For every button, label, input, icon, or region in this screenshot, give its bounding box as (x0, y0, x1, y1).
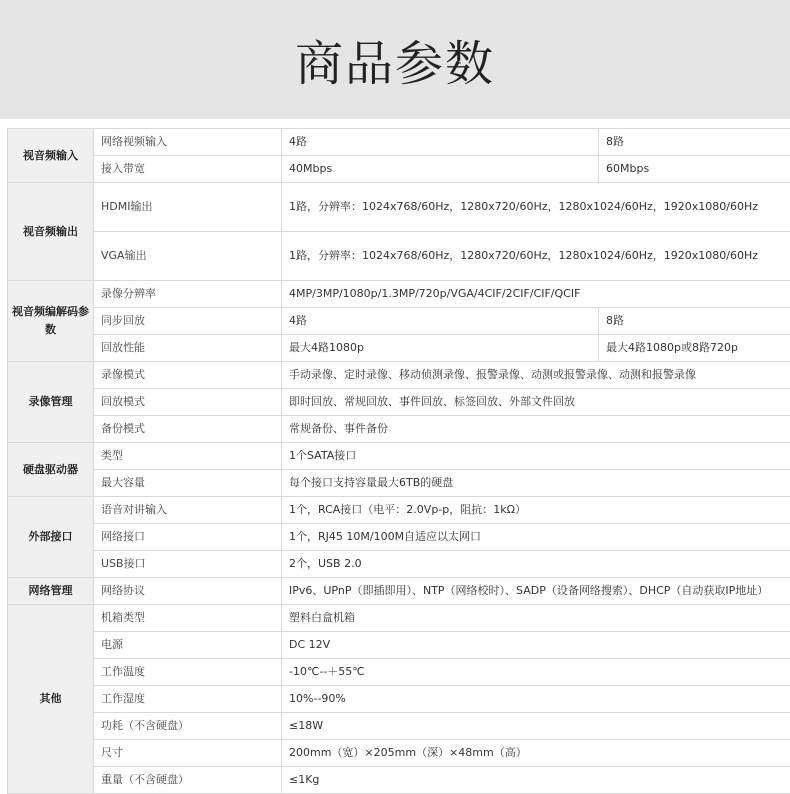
spec-row (8, 308, 790, 335)
category-label: 其他 (8, 605, 94, 794)
spec-name: 工作湿度 (94, 686, 282, 713)
spec-value-8ch: 8路 (599, 308, 790, 335)
spec-name: 机箱类型 (94, 605, 282, 632)
spec-value: 1路，分辨率：1024x768/60Hz，1280x720/60Hz，1280x1024/60Hz，1920x1080/60Hz (282, 232, 790, 281)
spec-value-8ch: 8路 (599, 129, 790, 156)
spec-value: 1路，分辨率：1024x768/60Hz，1280x720/60Hz，1280x1024/60Hz，1920x1080/60Hz (282, 183, 790, 232)
spec-value-4ch: 4路 (282, 129, 599, 156)
spec-name: 同步回放 (94, 308, 282, 335)
spec-name: 录像分辨率 (94, 281, 282, 308)
category-label: 视音频输出 (8, 183, 94, 281)
spec-name: 电源 (94, 632, 282, 659)
spec-value-4ch: 40Mbps (282, 156, 599, 183)
spec-name: 功耗（不含硬盘） (94, 713, 282, 740)
spec-table-body (8, 129, 790, 794)
spec-name: 网络视频输入 (94, 129, 282, 156)
spec-name: 类型 (94, 443, 282, 470)
spec-name: VGA输出 (94, 232, 282, 281)
spec-value-8ch: 最大4路1080p或8路720p (599, 335, 790, 362)
spec-value: 200mm（宽）×205mm（深）×48mm（高） (282, 740, 790, 767)
spec-name: 重量（不含硬盘） (94, 767, 282, 794)
spec-name: 录像模式 (94, 362, 282, 389)
spec-value-4ch: 最大4路1080p (282, 335, 599, 362)
spec-value: 1个SATA接口 (282, 443, 790, 470)
spec-name: 工作温度 (94, 659, 282, 686)
spec-row (8, 632, 790, 659)
spec-value: 即时回放、常规回放、事件回放、标签回放、外部文件回放 (282, 389, 790, 416)
spec-row (8, 362, 790, 389)
spec-name: USB接口 (94, 551, 282, 578)
spec-value: DC 12V (282, 632, 790, 659)
spec-value: 1个，RCA接口（电平：2.0Vp-p，阻抗：1kΩ） (282, 497, 790, 524)
spec-value: ≤1Kg (282, 767, 790, 794)
spec-row (8, 605, 790, 632)
spec-row (8, 129, 790, 156)
spec-row (8, 578, 790, 605)
spacer (0, 119, 790, 128)
category-label: 硬盘驱动器 (8, 443, 94, 497)
spec-row (8, 686, 790, 713)
category-label: 录像管理 (8, 362, 94, 443)
spec-value-4ch: 4路 (282, 308, 599, 335)
spec-row (8, 767, 790, 794)
spec-value: 1个，RJ45 10M/100M自适应以太网口 (282, 524, 790, 551)
spec-row (8, 281, 790, 308)
spec-row (8, 443, 790, 470)
spec-table (7, 128, 790, 794)
page-title: 商品参数 (295, 25, 495, 94)
spec-row (8, 659, 790, 686)
spec-value: 4MP/3MP/1080p/1.3MP/720p/VGA/4CIF/2CIF/CIF/QCIF (282, 281, 790, 308)
spec-name: 尺寸 (94, 740, 282, 767)
spec-value: 2个，USB 2.0 (282, 551, 790, 578)
title-banner (0, 0, 790, 119)
spec-row (8, 497, 790, 524)
spec-row (8, 156, 790, 183)
spec-name: 接入带宽 (94, 156, 282, 183)
category-label: 外部接口 (8, 497, 94, 578)
spec-name: 最大容量 (94, 470, 282, 497)
category-label: 网络管理 (8, 578, 94, 605)
spec-value-8ch: 60Mbps (599, 156, 790, 183)
spec-row (8, 183, 790, 232)
spec-value: 10%--90% (282, 686, 790, 713)
spec-row (8, 551, 790, 578)
spec-name: 网络协议 (94, 578, 282, 605)
spec-row (8, 740, 790, 767)
spec-value: 常规备份、事件备份 (282, 416, 790, 443)
spec-value: -10℃--＋55℃ (282, 659, 790, 686)
spec-row (8, 524, 790, 551)
spec-value: 手动录像、定时录像、移动侦测录像、报警录像、动测或报警录像、动测和报警录像 (282, 362, 790, 389)
spec-name: HDMI输出 (94, 183, 282, 232)
spec-value: 塑料白盒机箱 (282, 605, 790, 632)
spec-name: 语音对讲输入 (94, 497, 282, 524)
spec-name: 回放性能 (94, 335, 282, 362)
spec-row (8, 335, 790, 362)
spec-row (8, 232, 790, 281)
spec-name: 网络接口 (94, 524, 282, 551)
spec-row (8, 389, 790, 416)
category-label: 视音频输入 (8, 129, 94, 183)
spec-row (8, 713, 790, 740)
spec-name: 回放模式 (94, 389, 282, 416)
spec-value: 每个接口支持容量最大6TB的硬盘 (282, 470, 790, 497)
spec-value: IPv6、UPnP（即插即用）、NTP（网络校时）、SADP（设备网络搜索）、DHCP（自动获取IP地址） (282, 578, 790, 605)
spec-value: ≤18W (282, 713, 790, 740)
spec-row (8, 470, 790, 497)
category-label: 视音频编解码参数 (8, 281, 94, 362)
spec-name: 备份模式 (94, 416, 282, 443)
spec-row (8, 416, 790, 443)
